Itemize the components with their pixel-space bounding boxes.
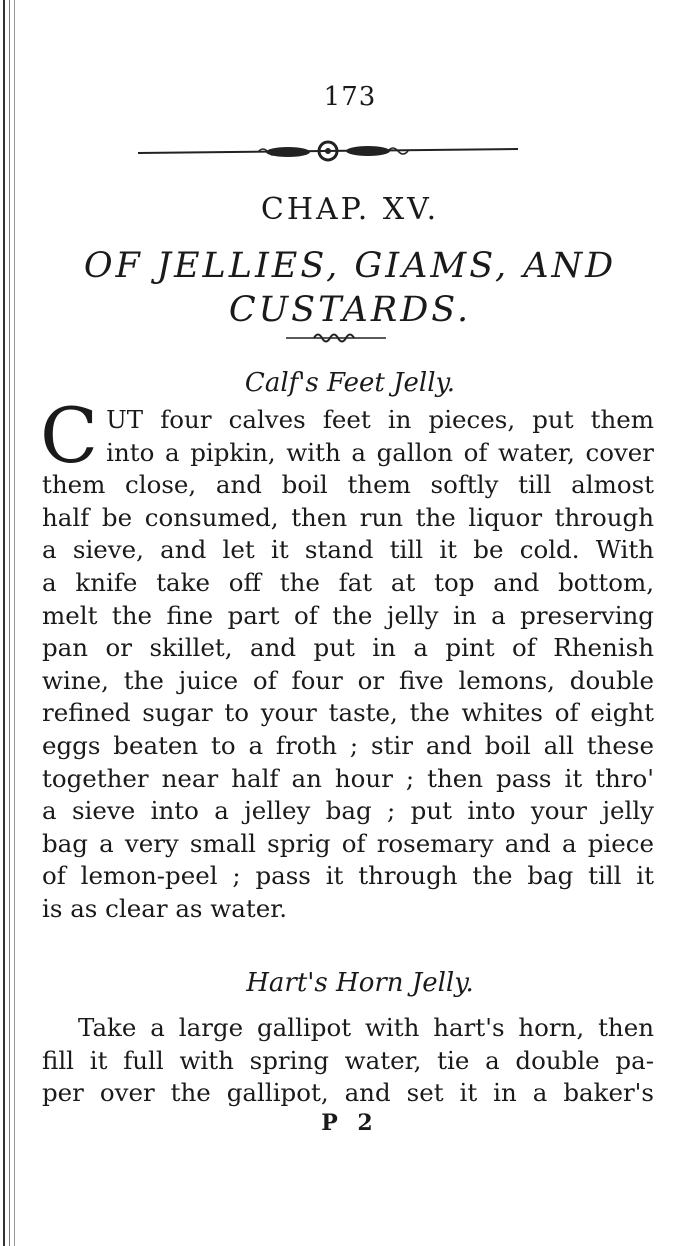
recipe-body-harts-horn-jelly [42,1012,654,1110]
text-line: wine, the juice of four or five lemons, double [42,665,654,695]
text-line: is as clear as water. [42,893,288,923]
page-binding-edge [0,0,22,1246]
chapter-title [70,244,630,332]
page-number: 173 [323,82,377,112]
text-line: a sieve, and let it stand till it be cold. With [42,535,654,565]
text-line: together near half an hour ; then pass it thro' [42,763,654,793]
chapter-number: CHAP. XV. [260,192,440,227]
chapter-title-line-1: OF JELLIES, GIAMS, AND [83,246,617,286]
text-line: Take a large gallipot with hart's horn, then [78,1013,654,1042]
signature-mark: P 2 [321,1110,379,1136]
recipe-title-calfs-feet-jelly: Calf's Feet Jelly. [244,368,456,398]
text-line: half be consumed, then run the liquor through [42,502,654,532]
text-line: fill it full with spring water, tie a double pa- [42,1045,654,1075]
small-ornament [286,330,386,346]
text-line: UT four calves feet in pieces, put them [106,405,654,434]
text-line: per over the gallipot, and set it in a baker's [42,1078,654,1108]
text-line: a sieve into a jelley bag ; put into your jelly [42,796,654,826]
recipe-body-calfs-feet-jelly [40,391,654,926]
drop-cap: C [40,391,99,480]
text-line: eggs beaten to a froth ; stir and boil all these [42,730,654,760]
text-line: a knife take off the fat at top and bottom, [42,567,654,597]
text-line: melt the fine part of the jelly in a preserving [42,600,654,630]
text-line: of lemon-peel ; pass it through the bag till it [42,861,654,891]
text-line: refined sugar to your taste, the whites of eight [42,698,654,728]
text-line: into a pipkin, with a gallon of water, cover [106,437,654,467]
chapter-title-line-2: CUSTARDS. [228,290,472,330]
text-line: pan or skillet, and put in a pint of Rhenish [42,633,654,663]
text-line: them close, and boil them softly till almost [42,470,654,500]
recipe-title-harts-horn-jelly: Hart's Horn Jelly. [246,968,474,998]
text-line: bag a very small sprig of rosemary and a piece [42,828,654,858]
ornamental-rule [138,140,518,164]
